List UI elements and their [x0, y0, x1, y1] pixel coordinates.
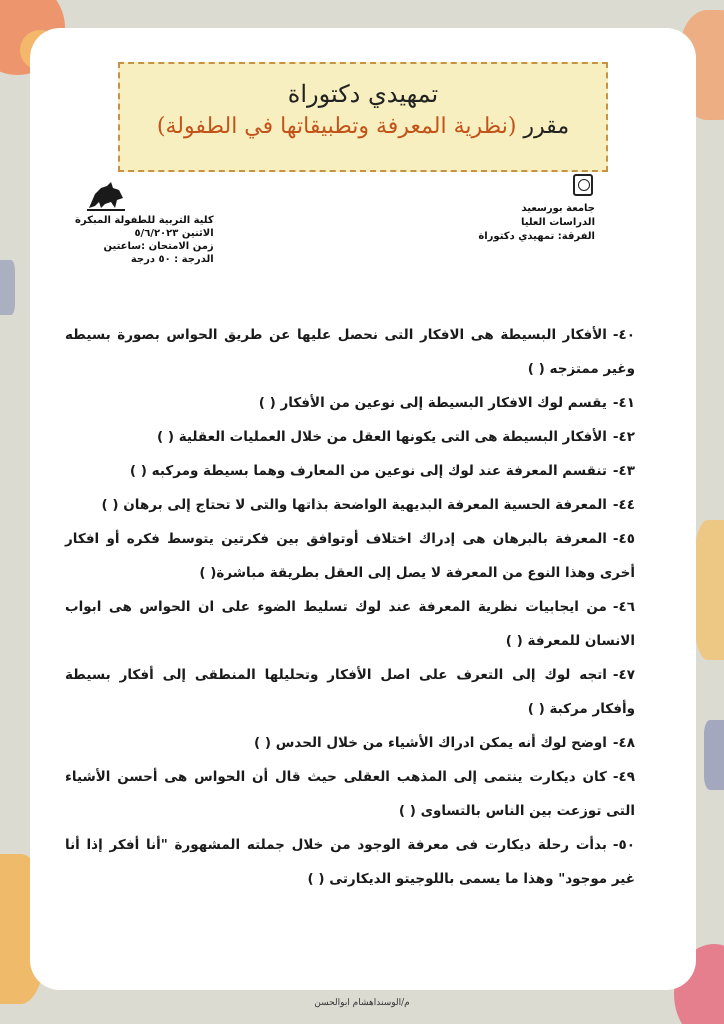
exam-duration: زمن الامتحان :ساعتين [103, 241, 214, 252]
question-number: ٤٨- [612, 735, 635, 751]
university-name: جامعة بورسعيد [521, 203, 595, 214]
question-text: اتجه لوك إلى التعرف على اصل الأفكار وتحليلها المنطقى إلى أفكار بسيطة وأفكار مركبة ( ) [65, 667, 635, 717]
question-text: يقسم لوك الافكار البسيطة إلى نوعين من الأفكار ( ) [258, 395, 607, 411]
question-number: ٤٠- [612, 327, 635, 343]
question-text: الأفكار البسيطة هى التى يكونها العقل من خلال العمليات العقلية ( ) [156, 429, 607, 445]
question-item [65, 386, 635, 420]
question-number: ٤٦- [612, 599, 635, 615]
question-item [65, 488, 635, 522]
question-text: الأفكار البسيطة هى الافكار التى نحصل عليها عن طريق الحواس بصورة بسيطه وغير ممتزجه ( ) [65, 327, 635, 377]
question-text: اوضح لوك أنه يمكن ادراك الأشياء من خلال الحدس ( ) [254, 735, 607, 751]
faculty-logo-icon [85, 178, 127, 212]
question-number: ٤١- [612, 395, 635, 411]
question-item [65, 658, 635, 726]
exam-header [75, 172, 595, 272]
exam-grade: الدرجة : ٥٠ درجة [130, 254, 214, 265]
question-text: بدأت رحلة ديكارت فى معرفة الوجود من خلال جملته المشهورة "أنا أفكر إذا أنا غير موجود" وهذا ما يسمى باللوجيتو الديكارتى ( ) [65, 837, 635, 887]
question-number: ٤٥- [612, 531, 635, 547]
question-item [65, 454, 635, 488]
decor-blob [0, 260, 15, 315]
question-item [65, 828, 635, 896]
question-item [65, 726, 635, 760]
header-right-block [478, 202, 595, 244]
question-number: ٥٠- [612, 837, 635, 853]
question-text: المعرفة بالبرهان هى إدراك اختلاف أوتوافق بين فكرتين يتوسط فكره أو افكار أخرى وهذا النوع من المعرفة لا يصل إلى العقل بطريقة مباشرة( ) [65, 531, 635, 581]
question-text: من ايجابيات نظرية المعرفة عند لوك تسليط الضوء على ان الحواس هى ابواب الانسان للمعرفة ( ) [65, 599, 635, 649]
question-number: ٤٣- [612, 463, 635, 479]
faculty-name: كلية التربية للطفولة المبكرة [75, 215, 214, 226]
department: الدراسات العليا [520, 217, 595, 228]
question-item [65, 420, 635, 454]
decor-blob [704, 720, 724, 790]
question-number: ٤٤- [612, 497, 635, 513]
question-item [65, 590, 635, 658]
question-number: ٤٧- [612, 667, 635, 683]
questions-list [65, 318, 635, 896]
course-prefix: مقرر [523, 114, 570, 139]
question-item [65, 318, 635, 386]
header-left-block [75, 214, 214, 266]
course-name: (نظرية المعرفة وتطبيقاتها في الطفولة) [156, 114, 517, 139]
decor-blob [694, 520, 724, 660]
page-title: تمهيدي دكتوراة [287, 80, 439, 108]
footer-credit: م/الوسنداهشام ابوالحسن [314, 998, 410, 1008]
question-text: المعرفة الحسية المعرفة البديهية الواضحة بذاتها والتى لا تحتاج إلى برهان ( ) [101, 497, 607, 513]
question-text: كان ديكارت ينتمى إلى المذهب العقلى حيث قال أن الحواس هى أحسن الأشياء التى توزعت بين الناس بالتساوى ( ) [65, 769, 635, 819]
question-number: ٤٢- [612, 429, 635, 445]
university-seal-icon [573, 174, 593, 196]
question-item [65, 522, 635, 590]
title-box [118, 62, 608, 172]
exam-date: الاثنين ٥/٦/٢٠٢٣ [134, 228, 214, 239]
course-title [120, 114, 606, 139]
question-item [65, 760, 635, 828]
question-number: ٤٩- [612, 769, 635, 785]
question-text: تنقسم المعرفة عند لوك إلى نوعين من المعارف وهما بسيطة ومركبه ( ) [129, 463, 607, 479]
level: الفرقة: تمهيدي دكتوراة [478, 231, 595, 242]
